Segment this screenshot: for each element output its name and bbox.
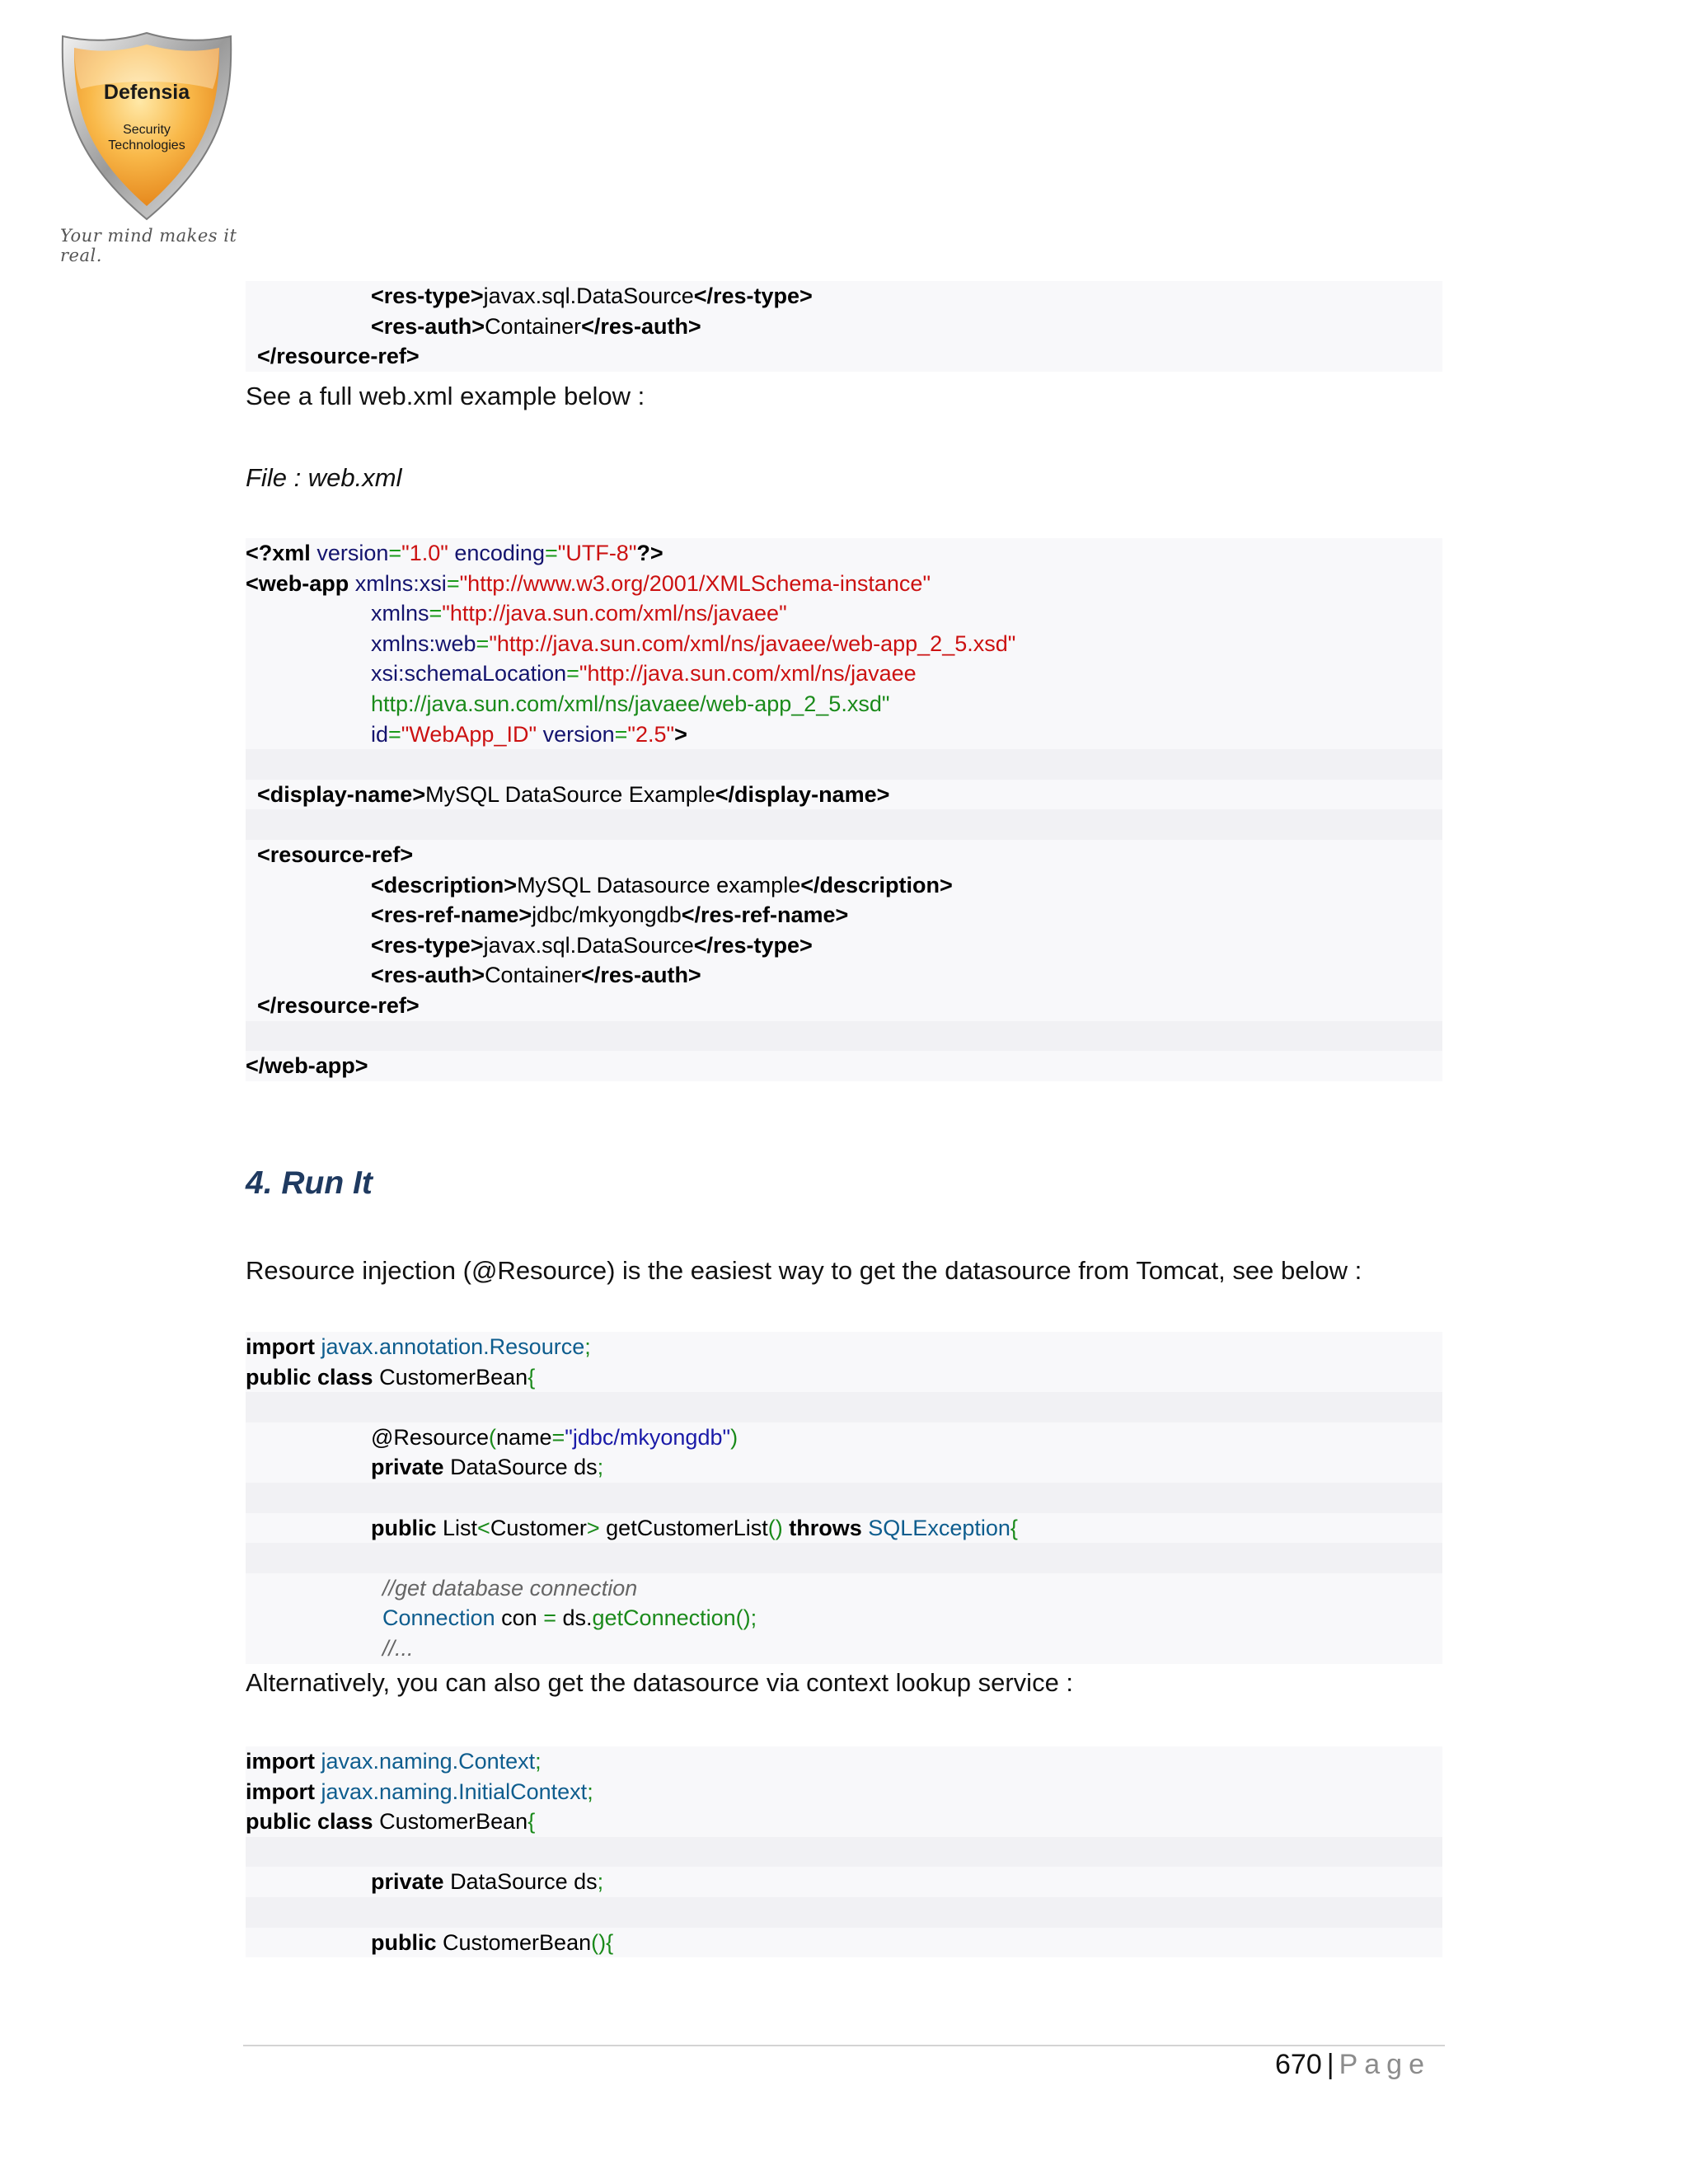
code-block-context-lookup <box>246 1746 1442 1957</box>
java-comment: //get database connection <box>382 1575 638 1601</box>
code-line <box>246 780 1442 810</box>
code-line <box>246 1422 1442 1453</box>
java-punct: ; <box>597 1869 604 1895</box>
xml-attr: version <box>542 721 615 747</box>
code-line <box>246 1603 1442 1633</box>
xml-text: MySQL Datasource example <box>517 872 801 898</box>
java-identifier: DataSource ds <box>450 1869 598 1895</box>
code-line <box>246 1051 1442 1081</box>
xml-attr: xmlns <box>371 601 429 626</box>
footer-divider <box>243 2045 1445 2046</box>
xml-text: jdbc/mkyongdb <box>532 902 682 928</box>
logo-subtitle-line2: Technologies <box>108 138 185 152</box>
code-line <box>246 930 1442 961</box>
java-punct: () <box>767 1515 783 1540</box>
xml-tag: </display-name> <box>715 781 890 807</box>
xml-tag: </res-auth> <box>581 313 701 339</box>
code-line <box>246 870 1442 901</box>
code-blank-line <box>246 1392 1442 1422</box>
java-identifier: CustomerBean <box>443 1929 592 1955</box>
paragraph-resource-injection: Resource injection (@Resource) is the easiest way to get the datasource from Tomcat, see below : <box>246 1256 1362 1285</box>
java-string: "jdbc/mkyongdb" <box>565 1424 731 1450</box>
java-keyword: import <box>246 1779 315 1804</box>
xml-attr: xsi:schemaLocation <box>371 661 567 687</box>
xml-tag: <res-type> <box>371 932 484 958</box>
java-package: javax.annotation.Resource <box>321 1334 585 1359</box>
java-punct: (){ <box>591 1929 614 1955</box>
xml-eq: = <box>566 661 579 687</box>
xml-tag: </web-app> <box>246 1053 368 1079</box>
xml-attr: encoding <box>454 541 545 565</box>
xml-value: "http://www.w3.org/2001/XMLSchema-instance" <box>459 570 931 596</box>
footer-separator: | <box>1326 2049 1334 2080</box>
xml-tag: </resource-ref> <box>257 344 420 369</box>
xml-tag: > <box>674 721 687 747</box>
xml-eq: = <box>476 630 490 656</box>
xml-eq: = <box>388 721 401 747</box>
section-heading-run-it: 4. Run It <box>246 1165 373 1201</box>
xml-tag: </res-type> <box>693 284 813 308</box>
code-line <box>246 281 1442 312</box>
xml-text: Container <box>485 313 582 339</box>
logo-subtitle-line1: Security <box>123 123 171 137</box>
java-identifier: CustomerBean <box>379 1809 528 1835</box>
java-method-call: getConnection(); <box>592 1605 757 1631</box>
java-identifier: name <box>495 1424 552 1450</box>
logo-subtitle <box>56 122 237 153</box>
code-blank-line <box>246 749 1442 780</box>
code-blank-line <box>246 809 1442 840</box>
code-blank-line <box>246 1543 1442 1573</box>
xml-tag: <web-app <box>246 570 349 596</box>
paragraph-alternatively: Alternatively, you can also get the datasource via context lookup service : <box>246 1668 1074 1697</box>
code-line <box>246 658 1442 689</box>
java-keyword: public class <box>246 1809 373 1835</box>
xml-tag: <description> <box>371 872 518 898</box>
java-punct: ; <box>597 1455 604 1480</box>
java-keyword: private <box>371 1455 444 1480</box>
java-keyword: public <box>371 1929 437 1955</box>
xml-text: javax.sql.DataSource <box>483 284 694 308</box>
xml-value: "WebApp_ID" <box>401 721 537 747</box>
java-comment: //... <box>382 1635 414 1661</box>
xml-tag: ?> <box>636 541 663 565</box>
java-punct: = <box>551 1424 565 1450</box>
xml-value: "http://java.sun.com/xml/ns/javaee <box>579 661 917 687</box>
java-identifier: CustomerBean <box>379 1364 528 1390</box>
java-identifier: con <box>501 1605 537 1631</box>
code-line <box>246 840 1442 870</box>
code-block-resource-injection <box>246 1332 1442 1664</box>
java-package: javax.naming.Context <box>321 1749 536 1774</box>
code-line <box>246 1633 1442 1664</box>
code-line <box>246 1362 1442 1393</box>
file-label: File : web.xml <box>246 463 402 492</box>
java-annotation: @Resource <box>371 1424 489 1450</box>
code-blank-line <box>246 1897 1442 1928</box>
page-footer <box>1275 2049 1431 2081</box>
java-keyword: import <box>246 1749 315 1774</box>
code-line <box>246 960 1442 991</box>
xml-tag: </res-ref-name> <box>681 902 849 928</box>
code-block-resource-ref-tail <box>246 281 1442 372</box>
code-line <box>246 1867 1442 1897</box>
logo-tagline: Your mind makes it real. <box>60 226 237 265</box>
java-punct: { <box>528 1809 536 1835</box>
java-punct: { <box>1010 1515 1018 1540</box>
java-keyword: public <box>371 1515 437 1540</box>
xml-value: http://java.sun.com/xml/ns/javaee/web-app_2_5.xsd" <box>371 691 890 716</box>
code-line <box>246 629 1442 659</box>
java-punct: = <box>543 1605 556 1631</box>
code-block-web-xml <box>246 538 1442 1081</box>
java-package: javax.naming.InitialContext <box>321 1779 588 1804</box>
xml-tag: <res-auth> <box>371 313 485 339</box>
code-line <box>246 1807 1442 1837</box>
java-punct: ; <box>535 1749 542 1774</box>
xml-tag: <display-name> <box>257 781 426 807</box>
xml-tag: </res-type> <box>693 932 813 958</box>
code-line <box>246 1513 1442 1544</box>
xml-tag: <res-ref-name> <box>371 902 532 928</box>
code-line <box>246 1746 1442 1777</box>
code-line <box>246 312 1442 342</box>
code-line <box>246 569 1442 599</box>
java-keyword: private <box>371 1869 444 1895</box>
xml-tag: <res-type> <box>371 284 484 308</box>
java-keyword: import <box>246 1334 315 1359</box>
java-identifier: ds. <box>562 1605 593 1631</box>
code-blank-line <box>246 1021 1442 1052</box>
java-type: SQLException <box>868 1515 1010 1540</box>
page-number: 670 <box>1275 2049 1322 2080</box>
code-line <box>246 538 1442 569</box>
code-blank-line <box>246 1483 1442 1513</box>
xml-text: javax.sql.DataSource <box>483 932 694 958</box>
page-word: Page <box>1339 2049 1431 2080</box>
xml-value: "UTF-8" <box>557 541 637 565</box>
code-line <box>246 719 1442 750</box>
code-line <box>246 1777 1442 1807</box>
java-type: Connection <box>382 1605 495 1631</box>
xml-eq: = <box>544 541 558 565</box>
xml-eq: = <box>446 570 460 596</box>
java-punct: ) <box>730 1424 738 1450</box>
xml-attr: xmlns:xsi <box>354 570 447 596</box>
code-line <box>246 1452 1442 1483</box>
java-identifier: Customer <box>490 1515 587 1540</box>
java-identifier: getCustomerList <box>606 1515 768 1540</box>
xml-tag: </res-auth> <box>581 963 701 988</box>
code-line <box>246 1928 1442 1958</box>
xml-tag: </resource-ref> <box>257 992 420 1018</box>
code-line <box>246 900 1442 930</box>
xml-value: "http://java.sun.com/xml/ns/javaee/web-app_2_5.xsd" <box>489 630 1016 656</box>
java-punct: > <box>586 1515 600 1540</box>
xml-tag: <res-auth> <box>371 963 485 988</box>
company-logo <box>56 30 237 265</box>
java-identifier: List <box>443 1515 478 1540</box>
java-keyword: throws <box>789 1515 862 1540</box>
xml-value: "2.5" <box>627 721 675 747</box>
xml-tag: <?xml <box>246 541 311 565</box>
xml-eq: = <box>388 541 402 565</box>
xml-text: Container <box>485 963 582 988</box>
xml-attr: id <box>371 721 389 747</box>
xml-value: "1.0" <box>401 541 448 565</box>
xml-attr: version <box>316 541 389 565</box>
java-punct: ( <box>488 1424 496 1450</box>
java-identifier: DataSource ds <box>450 1455 598 1480</box>
code-line <box>246 991 1442 1021</box>
code-line <box>246 598 1442 629</box>
xml-tag: </description> <box>800 872 953 898</box>
xml-text: MySQL DataSource Example <box>425 781 715 807</box>
xml-value: "http://java.sun.com/xml/ns/javaee" <box>442 601 787 626</box>
code-blank-line <box>246 1837 1442 1868</box>
code-line <box>246 1573 1442 1604</box>
xml-attr: xmlns:web <box>371 630 476 656</box>
paragraph-full-example: See a full web.xml example below : <box>246 382 645 410</box>
java-punct: < <box>477 1515 490 1540</box>
java-punct: ; <box>587 1779 593 1804</box>
code-line <box>246 1332 1442 1362</box>
java-punct: ; <box>584 1334 591 1359</box>
code-line <box>246 689 1442 719</box>
xml-tag: <resource-ref> <box>257 841 414 867</box>
logo-brand-text: Defensia <box>103 81 190 104</box>
code-line <box>246 341 1442 372</box>
xml-eq: = <box>429 601 443 626</box>
java-punct: { <box>528 1364 536 1390</box>
java-keyword: public class <box>246 1364 373 1390</box>
xml-eq: = <box>614 721 628 747</box>
